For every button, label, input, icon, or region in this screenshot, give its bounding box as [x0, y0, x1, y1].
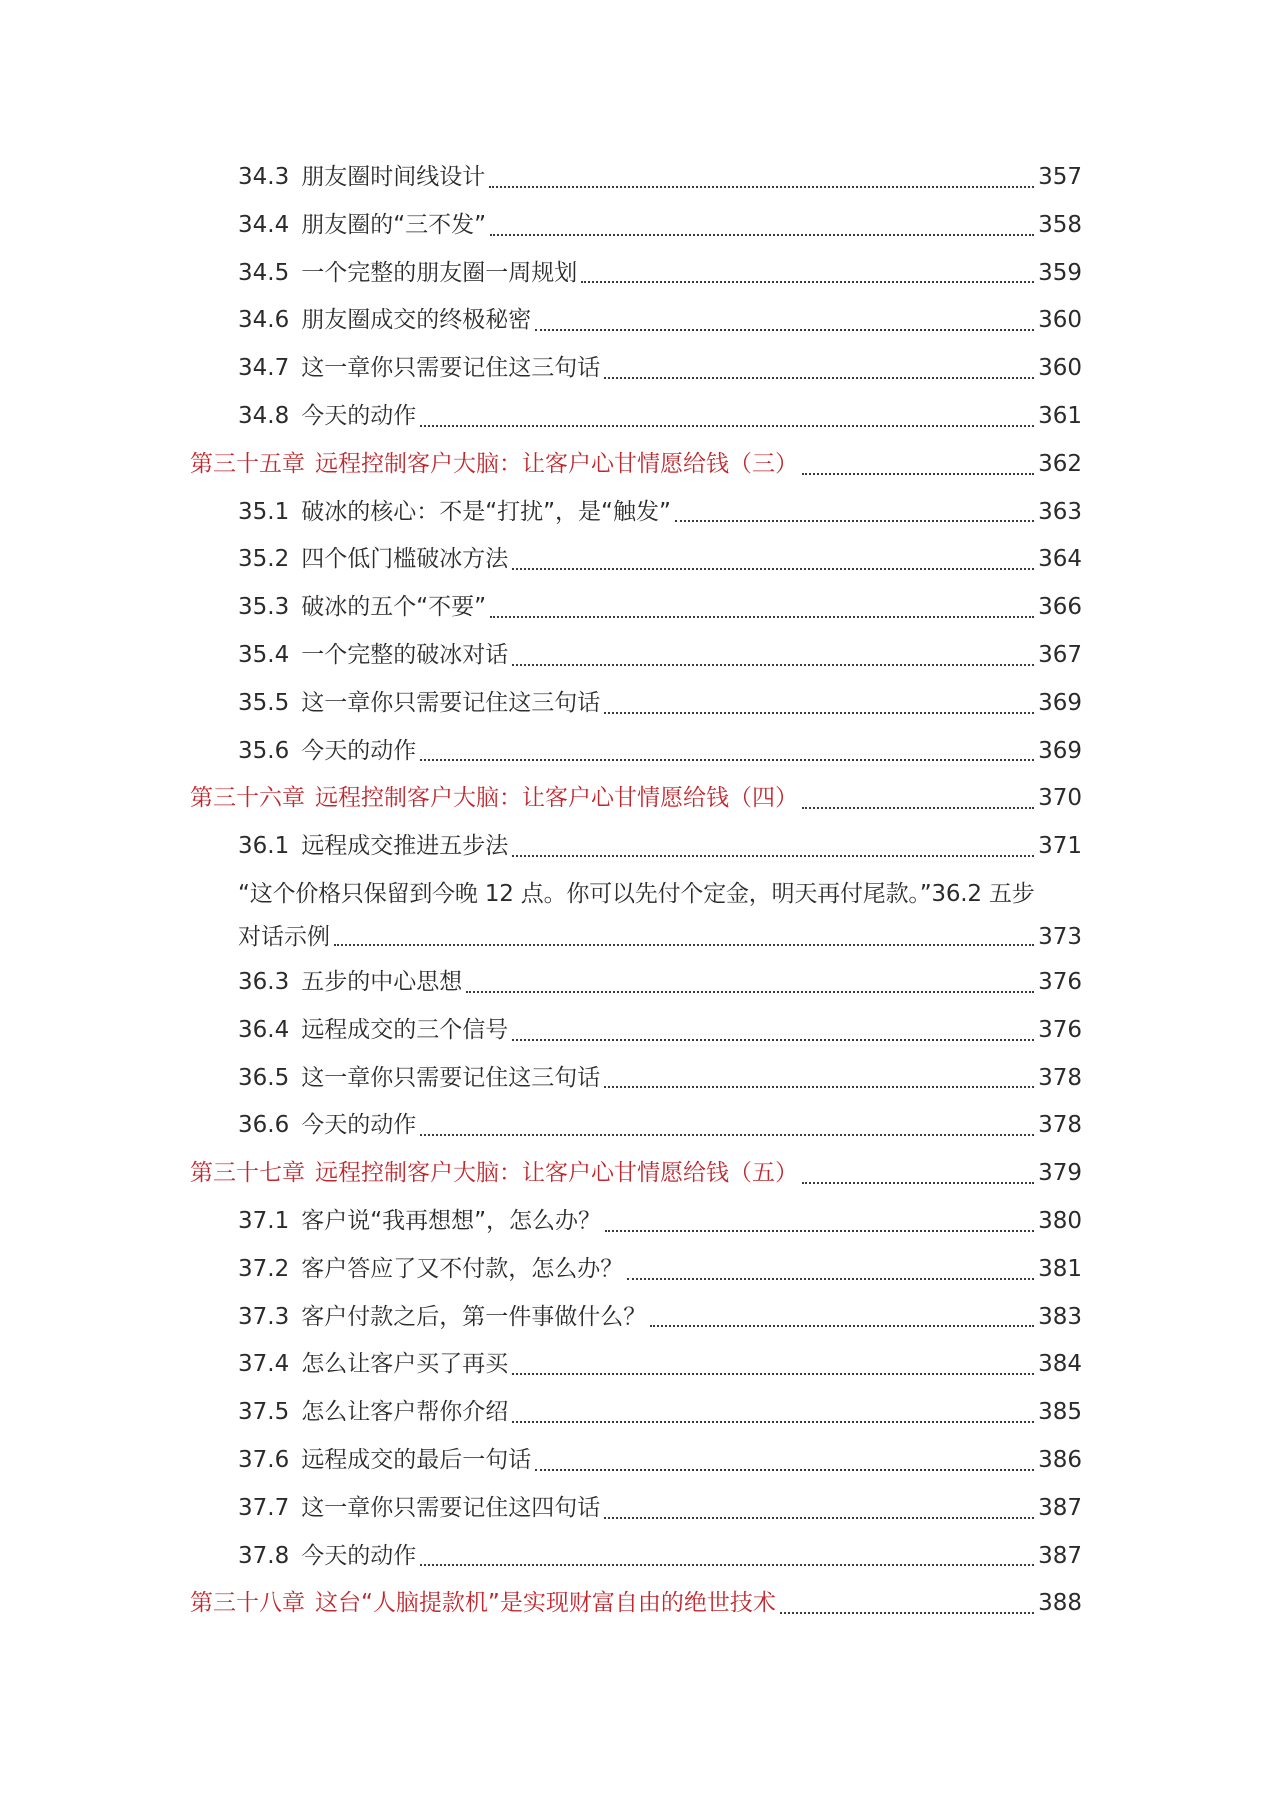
- toc-page-number: 380: [1038, 1207, 1082, 1234]
- toc-entry-number: 37.6: [238, 1446, 290, 1473]
- toc-section-entry[interactable]: [190, 393, 1082, 441]
- dot-leader: [535, 328, 1034, 331]
- dot-leader: [675, 519, 1034, 522]
- toc-entry-number: 35.5: [238, 689, 290, 716]
- toc-entry-title: 怎么让客户帮你介绍: [301, 1399, 509, 1426]
- toc-section-entry[interactable]: [190, 1007, 1082, 1055]
- toc-entries-before: [190, 154, 1082, 871]
- toc-entry-number: 36.6: [238, 1112, 290, 1139]
- toc-chapter-entry[interactable]: [190, 1580, 1082, 1628]
- toc-section-entry[interactable]: [190, 1294, 1082, 1342]
- toc-page-number: 386: [1038, 1446, 1082, 1473]
- dot-leader: [420, 1133, 1034, 1136]
- toc-page-number: 385: [1038, 1399, 1082, 1426]
- dot-leader: [512, 567, 1034, 570]
- toc-page-number: 358: [1038, 211, 1082, 238]
- toc-entry-wrapped[interactable]: [190, 873, 1082, 959]
- toc-entry-number: 35.3: [238, 594, 290, 621]
- toc-section-entry[interactable]: [190, 680, 1082, 728]
- toc-entry-number: 37.4: [238, 1351, 290, 1378]
- toc-page-number: 376: [1038, 968, 1082, 995]
- toc-entry-title: 朋友圈的“三不发”: [301, 211, 487, 238]
- toc-entry-number: 第三十六章: [190, 785, 305, 812]
- toc-entry-number: 34.3: [238, 164, 290, 190]
- toc-entry-title: 今天的动作: [301, 1112, 417, 1139]
- toc-page-number: 370: [1038, 785, 1082, 812]
- toc-section-entry[interactable]: [190, 1341, 1082, 1389]
- toc-page-number: 360: [1038, 307, 1082, 334]
- toc-section-entry[interactable]: [190, 959, 1082, 1007]
- toc-page-number: 363: [1038, 498, 1082, 525]
- toc-page-number: 367: [1038, 641, 1082, 668]
- toc-page-number: 387: [1038, 1494, 1082, 1521]
- toc-section-entry[interactable]: [190, 823, 1082, 871]
- dot-leader: [650, 1324, 1034, 1327]
- toc-section-entry[interactable]: [190, 1246, 1082, 1294]
- toc-entry-number: 第三十五章: [190, 450, 305, 477]
- toc-page-number: 376: [1038, 1016, 1082, 1043]
- dot-leader: [512, 1038, 1034, 1041]
- toc-section-entry[interactable]: [190, 250, 1082, 298]
- toc-entry-title: 远程控制客户大脑：让客户心甘情愿给钱（四）: [315, 785, 798, 812]
- dot-leader: [604, 1085, 1034, 1088]
- dot-leader: [466, 990, 1034, 993]
- dot-leader: [581, 280, 1034, 283]
- dot-leader: [780, 1611, 1034, 1614]
- toc-entry-title: 客户答应了又不付款，怎么办？: [301, 1255, 624, 1282]
- toc-section-entry[interactable]: [190, 1485, 1082, 1533]
- dot-leader: [604, 376, 1034, 379]
- toc-entry-number: 36.5: [238, 1064, 290, 1091]
- toc-page-number: 371: [1038, 833, 1082, 860]
- toc-chapter-entry[interactable]: [190, 441, 1082, 489]
- toc-entry-number: 35.2: [238, 546, 290, 573]
- toc-section-entry[interactable]: [190, 632, 1082, 680]
- toc-entry-number: 37.5: [238, 1399, 290, 1426]
- toc-chapter-entry[interactable]: [190, 1150, 1082, 1198]
- toc-page-number: 384: [1038, 1351, 1082, 1378]
- toc-entry-title: 破冰的五个“不要”: [301, 594, 487, 621]
- dot-leader: [535, 1468, 1034, 1471]
- toc-section-entry[interactable]: [190, 297, 1082, 345]
- dot-leader: [489, 185, 1034, 188]
- toc-page-number: 378: [1038, 1064, 1082, 1091]
- dot-leader: [420, 424, 1034, 427]
- toc-page-number: 362: [1038, 450, 1082, 477]
- toc-entry-number: 35.1: [238, 498, 290, 525]
- toc-entry-title: 这一章你只需要记住这三句话: [301, 355, 601, 382]
- toc-page-number: 378: [1038, 1112, 1082, 1139]
- toc-entry-title: 破冰的核心：不是“打扰”，是“触发”: [301, 498, 671, 525]
- toc-entry-title: 这一章你只需要记住这三句话: [301, 1064, 601, 1091]
- toc-entry-number: 第三十八章: [190, 1590, 305, 1617]
- dot-leader: [420, 758, 1034, 761]
- toc-entry-title: 客户说“我再想想”，怎么办？: [301, 1207, 602, 1234]
- toc-page-number: 369: [1038, 689, 1082, 716]
- toc-entry-number: 36.3: [238, 968, 290, 995]
- toc-entry-title: 一个完整的破冰对话: [301, 641, 509, 668]
- toc-page-number: 388: [1038, 1590, 1082, 1617]
- toc-entry-number: 35.4: [238, 641, 290, 668]
- toc-section-entry[interactable]: [190, 1055, 1082, 1103]
- toc-entry-number: 34.5: [238, 259, 290, 286]
- toc-section-entry[interactable]: [190, 1198, 1082, 1246]
- toc-page-number: 387: [1038, 1542, 1082, 1569]
- toc-entry-title: 朋友圈时间线设计: [301, 164, 486, 190]
- toc-entry-number: 37.2: [238, 1255, 290, 1282]
- toc-section-entry[interactable]: [190, 1533, 1082, 1581]
- toc-chapter-entry[interactable]: [190, 775, 1082, 823]
- toc-entry-number: 37.3: [238, 1303, 290, 1330]
- toc-wrapped-title-end: 对话示例: [238, 923, 330, 950]
- toc-entry-number: 第三十七章: [190, 1160, 305, 1187]
- toc-page-number: 361: [1038, 402, 1082, 429]
- dot-leader: [512, 1372, 1034, 1375]
- toc-section-entry[interactable]: [190, 1102, 1082, 1150]
- toc-section-entry[interactable]: [190, 1389, 1082, 1437]
- toc-page-number: 381: [1038, 1255, 1082, 1282]
- toc-entry-number: 35.6: [238, 737, 290, 764]
- dot-leader: [604, 1516, 1034, 1519]
- toc-section-entry[interactable]: [190, 345, 1082, 393]
- toc-section-entry[interactable]: [190, 489, 1082, 537]
- dot-leader: [334, 943, 1034, 946]
- toc-entry-title: 远程成交的最后一句话: [301, 1446, 532, 1473]
- toc-entry-title: 这台“人脑提款机”是实现财富自由的绝世技术: [315, 1590, 776, 1617]
- dot-leader: [512, 663, 1034, 666]
- toc-entry-number: 34.7: [238, 355, 290, 382]
- dot-leader: [605, 1229, 1034, 1232]
- toc-page-number: 359: [1038, 259, 1082, 286]
- toc-entry-number: 36.1: [238, 833, 290, 860]
- toc-section-entry[interactable]: [190, 154, 1082, 202]
- dot-leader: [490, 233, 1034, 236]
- toc-entry-title: 五步的中心思想: [301, 968, 463, 995]
- toc-section-entry[interactable]: [190, 202, 1082, 250]
- toc-wrapped-line2: [238, 916, 1082, 959]
- toc-section-entry[interactable]: [190, 584, 1082, 632]
- toc-page-number: 383: [1038, 1303, 1082, 1330]
- dot-leader: [802, 806, 1034, 809]
- toc-entry-number: 34.4: [238, 211, 290, 238]
- toc-entry-title: 今天的动作: [301, 737, 417, 764]
- toc-entry-title: 远程成交的三个信号: [301, 1016, 509, 1043]
- toc-page-number: 373: [1038, 923, 1082, 950]
- toc-entry-title: 今天的动作: [301, 402, 417, 429]
- dot-leader: [512, 1420, 1034, 1423]
- toc-entry-title: 远程控制客户大脑：让客户心甘情愿给钱（三）: [315, 450, 798, 477]
- table-of-contents: [190, 154, 1082, 1628]
- dot-leader: [802, 472, 1034, 475]
- dot-leader: [490, 615, 1034, 618]
- toc-entry-title: 四个低门槛破冰方法: [301, 546, 509, 573]
- toc-page-number: 357: [1038, 164, 1082, 190]
- toc-page-number: 369: [1038, 737, 1082, 764]
- toc-entries-after: [190, 959, 1082, 1628]
- toc-entry-number: 37.1: [238, 1207, 290, 1234]
- toc-section-entry[interactable]: [190, 536, 1082, 584]
- toc-page-number: 364: [1038, 546, 1082, 573]
- toc-section-entry[interactable]: [190, 728, 1082, 776]
- toc-entry-title: 客户付款之后，第一件事做什么？: [301, 1303, 647, 1330]
- toc-page-number: 366: [1038, 594, 1082, 621]
- toc-entry-title: 远程控制客户大脑：让客户心甘情愿给钱（五）: [315, 1160, 798, 1187]
- dot-leader: [512, 854, 1034, 857]
- toc-entry-number: 34.8: [238, 402, 290, 429]
- toc-entry-number: 37.8: [238, 1542, 290, 1569]
- toc-entry-title: 一个完整的朋友圈一周规划: [301, 259, 578, 286]
- dot-leader: [627, 1277, 1034, 1280]
- dot-leader: [802, 1181, 1034, 1184]
- toc-section-entry[interactable]: [190, 1437, 1082, 1485]
- dot-leader: [604, 711, 1034, 714]
- toc-entry-title: 朋友圈成交的终极秘密: [301, 307, 532, 334]
- toc-page-number: 360: [1038, 355, 1082, 382]
- toc-entry-title: 今天的动作: [301, 1542, 417, 1569]
- toc-entry-title: 怎么让客户买了再买: [301, 1351, 509, 1378]
- toc-entry-title: 这一章你只需要记住这四句话: [301, 1494, 601, 1521]
- toc-entry-title: 远程成交推进五步法: [301, 833, 509, 860]
- toc-entry-number: 36.4: [238, 1016, 290, 1043]
- toc-wrapped-line1: “这个价格只保留到今晚 12 点。你可以先付个定金，明天再付尾款。”36.2 五步: [238, 880, 1035, 907]
- toc-page-number: 379: [1038, 1160, 1082, 1187]
- toc-entry-number: 34.6: [238, 307, 290, 334]
- toc-entry-title: 这一章你只需要记住这三句话: [301, 689, 601, 716]
- toc-entry-number: 37.7: [238, 1494, 290, 1521]
- dot-leader: [420, 1563, 1034, 1566]
